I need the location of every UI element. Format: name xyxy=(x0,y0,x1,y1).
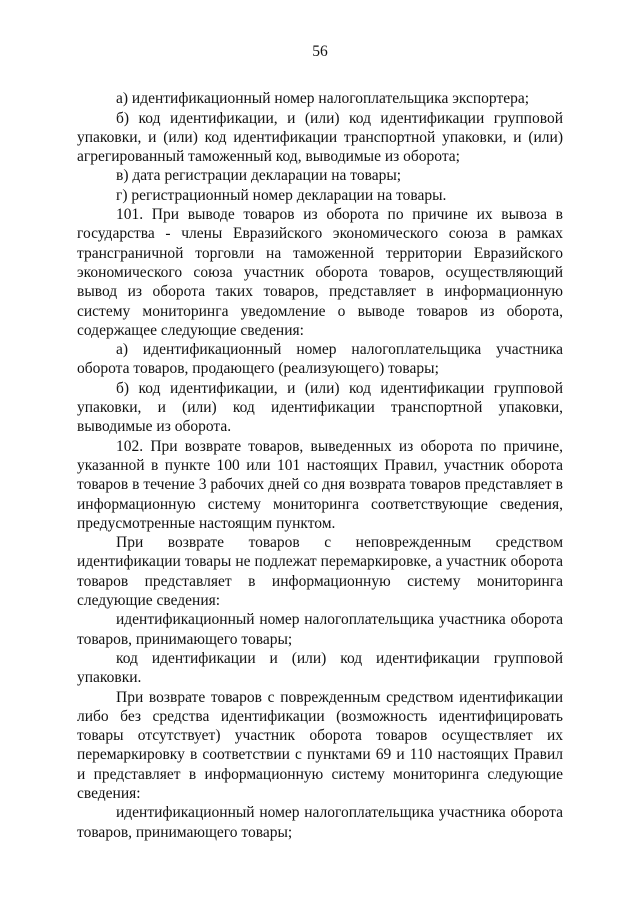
document-page xyxy=(77,0,563,842)
paragraph-receiver-inn: идентификационный номер налогоплательщика участника оборота товаров, принимающего товары; xyxy=(77,611,563,648)
paragraph-damaged-return: При возврате товаров с поврежденным средством идентификации либо без средства идентификации (возможность идентифицировать товары отсутствует) участник оборота товаров осуществляет их перемаркировку в соответствии с пунктами 69 и 110 настоящих Правил и представляет в информационную систему мониторинга следующие сведения: xyxy=(77,688,563,802)
paragraph-group-code: код идентификации и (или) код идентификации групповой упаковки. xyxy=(77,649,563,687)
paragraph-export-inn: а) идентификационный номер налогоплательщика экспортера; xyxy=(116,90,530,108)
paragraph-withdrawn-codes: б) код идентификации, и (или) код идентификации групповой упаковки, и (или) код идентификации транспортной упаковки, выводимые из оборота. xyxy=(77,379,563,436)
paragraph-export-codes: б) код идентификации, и (или) код идентификации групповой упаковки, и (или) код идентификации транспортной упаковки, и (или) агрегированный таможенный код, выводимые из оборота; xyxy=(77,109,563,166)
page-number: 56 xyxy=(312,43,328,60)
paragraph-seller-inn: а) идентификационный номер налогоплательщика участника оборота товаров, продающего (реализующего) товары; xyxy=(77,341,563,378)
paragraph-declaration-number: г) регистрационный номер декларации на товары. xyxy=(116,186,447,204)
paragraph-item-102: 102. При возврате товаров, выведенных из оборота по причине, указанной в пункте 100 или 101 настоящих Правил, участник оборота товаров в течение 3 рабочих дней со дня возврата товаров представляет в информационную систему мониторинга соответствующие сведения, предусмотренные настоящим пунктом. xyxy=(77,437,563,532)
paragraph-declaration-date: в) дата регистрации декларации на товары; xyxy=(116,167,402,185)
paragraph-item-101: 101. При выводе товаров из оборота по причине их вывоза в государства - члены Евразийского экономического союза в рамках трансграничной торговли на таможенной территории Евразийского экономического союза участник оборота товаров, осуществляющий вывод из оборота таких товаров, представляет в информационную систему мониторинга уведомление о выводе товаров из оборота, содержащее следующие сведения: xyxy=(77,206,563,339)
paragraph-undamaged-return: При возврате товаров с неповрежденным средством идентификации товары не подлежат перемаркировке, а участник оборота товаров представляет в информационную систему мониторинга следующие сведения: xyxy=(77,534,563,610)
paragraph-receiver-inn-2: идентификационный номер налогоплательщика участника оборота товаров, принимающего товары; xyxy=(77,804,563,841)
